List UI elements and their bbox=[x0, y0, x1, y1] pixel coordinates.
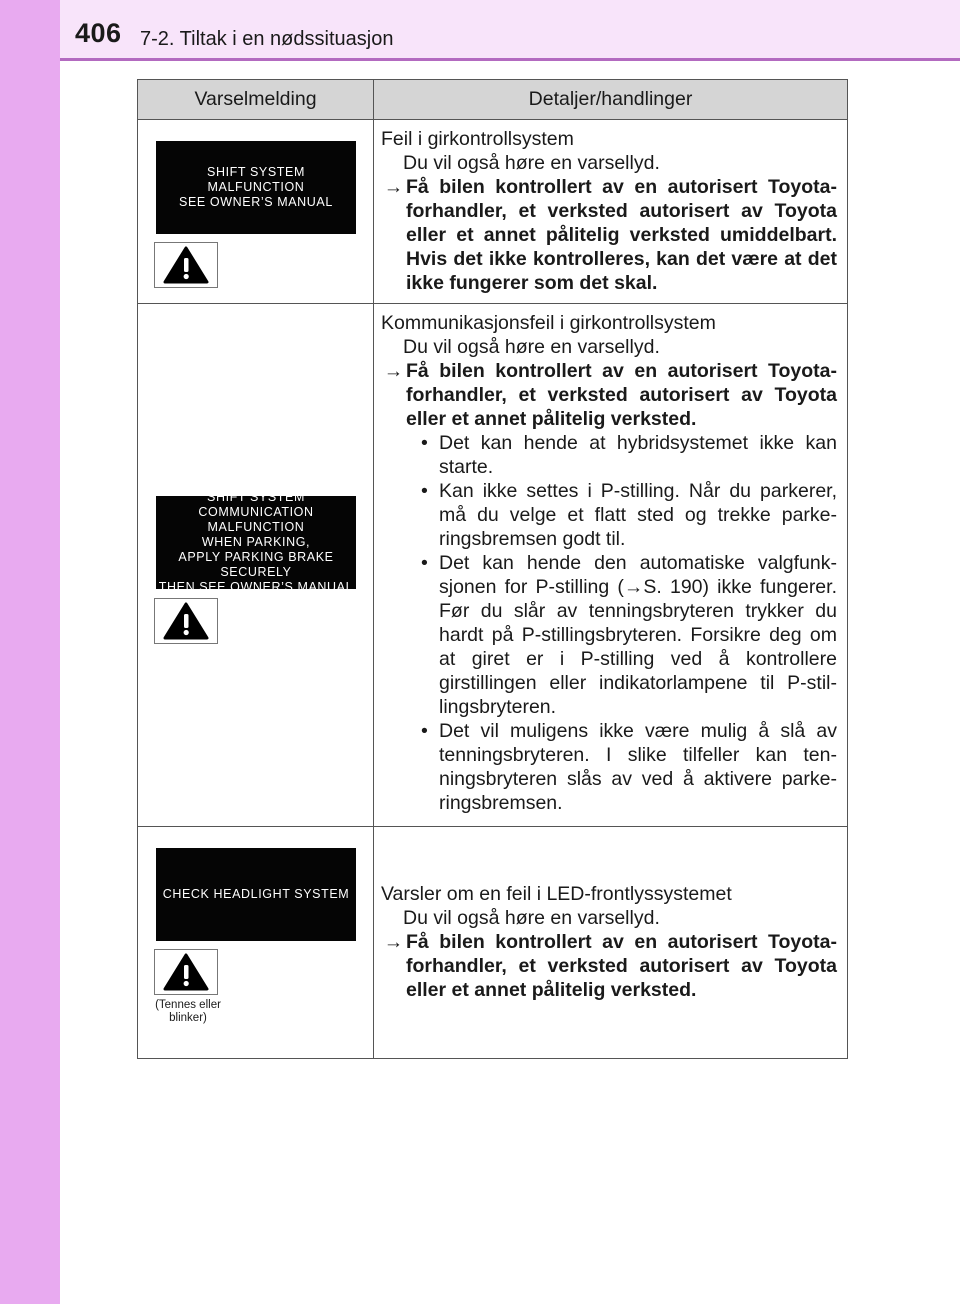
message-cell bbox=[138, 304, 374, 827]
action-text: Få bilen kontrollert av en autorisert Toyota-forhandler, et verksted autorisert av Toyota eller et annet pålitelig verksted umiddelbart. Hvis det ikke kontrolleres, kan det være at det ikke fungerer som det skal. bbox=[406, 176, 837, 294]
list-item-text: Kan ikke settes i P-stilling. Når du parkerer, må du velge et flatt sted og trekke parke-ringsbremsen godt til. bbox=[439, 480, 837, 550]
details-cell bbox=[374, 827, 848, 1059]
list-item-text: Det kan hende den automatiske valgfunk-sjonen for P-stilling (→S. 190) ikke fungerer. Før du slår av tenningsbryteren trykker du hardt på P-stillingsbryteren. Forsikre deg om at giret er i P-stilling ved å kontrollere girstillingen eller indikatorlampene til P-stil-lingsbryteren. bbox=[439, 552, 837, 718]
table-row bbox=[138, 304, 848, 827]
warning-triangle-icon bbox=[154, 949, 218, 995]
message-cell bbox=[138, 120, 374, 304]
list-item bbox=[381, 479, 837, 551]
details-cell bbox=[374, 120, 848, 304]
action-text: Få bilen kontrollert av en autorisert Toyota-forhandler, et verksted autorisert av Toyota eller et annet pålitelig verksted. bbox=[406, 360, 837, 430]
action-instruction bbox=[381, 359, 837, 431]
column-header-message: Varselmelding bbox=[138, 80, 374, 120]
warning-triangle-icon bbox=[154, 598, 218, 644]
warning-title: Kommunikasjonsfeil i girkontrollsystem bbox=[381, 312, 716, 334]
warning-subtitle: Du vil også høre en varsellyd. bbox=[403, 907, 660, 929]
table-header-row bbox=[138, 80, 848, 120]
side-color-band bbox=[0, 0, 60, 1304]
action-instruction bbox=[381, 930, 837, 1002]
display-message: SHIFT SYSTEM MALFUNCTION SEE OWNER’S MANUAL bbox=[156, 141, 356, 234]
list-item bbox=[381, 719, 837, 815]
bullet-dot: • bbox=[421, 480, 428, 502]
bullet-dot: • bbox=[421, 432, 428, 454]
warning-title: Feil i girkontrollsystem bbox=[381, 128, 574, 150]
display-message: SHIFT SYSTEM COMMUNICATION MALFUNCTION WHEN PARKING, APPLY PARKING BRAKE SECURELY THEN SEE OWNER’S MANUAL bbox=[156, 496, 356, 589]
arrow-right-icon: → bbox=[383, 931, 404, 953]
list-item bbox=[381, 551, 837, 719]
arrow-right-icon: → bbox=[383, 360, 404, 382]
icon-note: (Tennes eller blinker) bbox=[155, 999, 221, 1024]
warning-subtitle: Du vil også høre en varsellyd. bbox=[403, 336, 660, 358]
message-cell bbox=[138, 827, 374, 1059]
warning-message-table bbox=[137, 79, 848, 1059]
display-message: CHECK HEADLIGHT SYSTEM bbox=[156, 848, 356, 941]
action-text: Få bilen kontrollert av en autorisert Toyota-forhandler, et verksted autorisert av Toyota eller et annet pålitelig verksted. bbox=[406, 931, 837, 1001]
list-item-text: Det vil muligens ikke være mulig å slå av tenningsbryteren. I slike tilfeller kan ten-ningsbryteren slås av ved å aktivere parke-ringsbremsen. bbox=[439, 720, 837, 814]
list-item bbox=[381, 431, 837, 479]
page-number: 406 bbox=[75, 18, 122, 48]
warning-title: Varsler om en feil i LED-frontlyssystemet bbox=[381, 883, 732, 905]
header-rule bbox=[60, 58, 960, 61]
column-header-details: Detaljer/handlinger bbox=[374, 80, 848, 120]
details-cell bbox=[374, 304, 848, 827]
section-title: 7-2. Tiltak i en nødssituasjon bbox=[140, 28, 394, 50]
bullet-dot: • bbox=[421, 552, 428, 574]
list-item-text: Det kan hende at hybridsystemet ikke kan starte. bbox=[439, 432, 837, 478]
table-row bbox=[138, 827, 848, 1059]
action-instruction bbox=[381, 175, 837, 295]
arrow-right-icon: → bbox=[383, 176, 404, 198]
warning-subtitle: Du vil også høre en varsellyd. bbox=[403, 152, 660, 174]
table-row bbox=[138, 120, 848, 304]
warning-triangle-icon bbox=[154, 242, 218, 288]
bullet-dot: • bbox=[421, 720, 428, 742]
